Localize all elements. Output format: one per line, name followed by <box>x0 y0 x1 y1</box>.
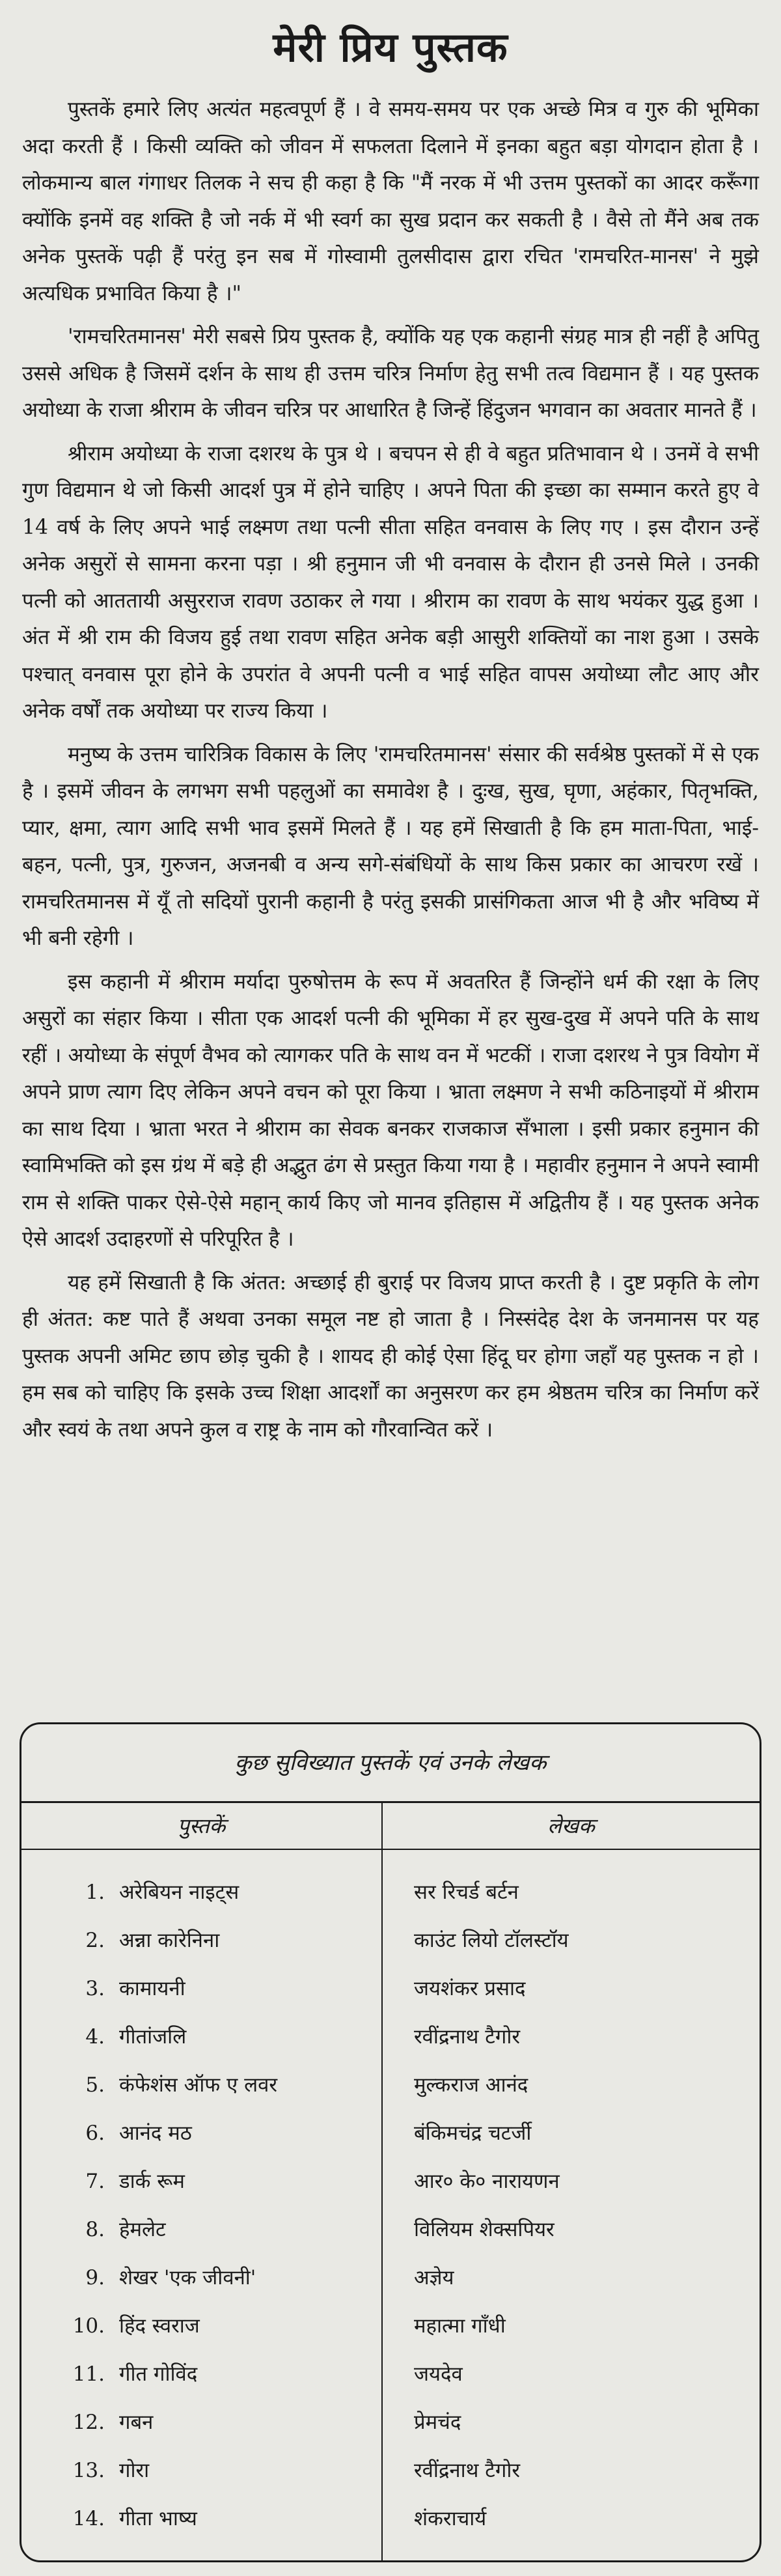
author-name: रवींद्रनाथ टैगोर <box>414 2459 521 2482</box>
paragraph-2: 'रामचरितमानस' मेरी सबसे प्रिय पुस्तक है, क्योंकि यह एक कहानी संग्रह मात्र ही नहीं है अपितु उससे अधिक है जिसमें दर्शन के साथ ही उत्तम चरित्र निर्माण हेतु सभी तत्व विद्यमान हैं । यह पुस्तक अयोध्या के राजा श्रीराम के जीवन चरित्र पर आधारित है जिन्हें हिंदुजन भगवान का अवतार मानते हैं । <box>22 325 759 422</box>
book-title: गीत गोविंद <box>119 2362 198 2386</box>
book-title: गबन <box>119 2411 154 2434</box>
author-name: मुल्कराज आनंद <box>414 2073 528 2097</box>
header-authors: लेखक <box>547 1813 595 1838</box>
author-name: जयशंकर प्रसाद <box>414 1977 526 2000</box>
row-number: 2. <box>85 1929 105 1952</box>
author-name: अज्ञेय <box>414 2266 454 2289</box>
book-row <box>21 2495 381 2543</box>
author-name: जयदेव <box>414 2362 463 2386</box>
paragraph-1: पुस्तकें हमारे लिए अत्यंत महत्वपूर्ण हैं । वे समय-समय पर एक अच्छे मित्र व गुरु की भूमिका अदा करती हैं । किसी व्यक्ति को जीवन में सफलता दिलाने में इनका बहुत बड़ा योगदान होता है । लोकमान्य बाल गंगाधर तिलक ने सच ही कहा है कि "मैं नरक में भी उत्तम पुस्तकों का आदर करूँगा क्योंकि इनमें वह शक्ति है जो नर्क में भी स्वर्ग का सुख प्रदान कर सकती है । वैसे तो मैंने अब तक अनेक पुस्तकें पढ़ी हैं परंतु इन सब में गोस्वामी तुलसीदास द्वारा रचित 'रामचरित-मानस' ने मुझे अत्यधिक प्रभावित किया है ।" <box>22 98 759 305</box>
book-row <box>21 2205 381 2254</box>
book-row <box>21 1965 381 2013</box>
book-row <box>21 2061 381 2109</box>
book-row <box>21 2013 381 2061</box>
book-title: हेमलेट <box>119 2218 166 2241</box>
book-row <box>21 2254 381 2302</box>
paragraph-5: इस कहानी में श्रीराम मर्यादा पुरुषोत्तम के रूप में अवतरित हैं जिन्होंने धर्म की रक्षा के लिए असुरों का संहार किया । सीता एक आदर्श पत्नी की भूमिका में हर सुख-दुख में अपने पति के साथ रहीं । अयोध्या के संपूर्ण वैभव को त्यागकर पति के साथ वन में भटकीं । राजा दशरथ ने पुत्र वियोग में अपने प्राण त्याग दिए लेकिन अपने वचन को पूरा किया । भ्राता लक्ष्मण ने सभी कठिनाइयों में श्रीराम का साथ दिया । भ्राता भरत ने श्रीराम का सेवक बनकर राजकाज सँभाला । इसी प्रकार हनुमान की स्वामिभक्ति को इस ग्रंथ में बड़े ही अद्भुत ढंग से प्रस्तुत किया गया है । महावीर हनुमान ने अपने स्वामी राम से शक्ति पाकर ऐसे-ऐसे महान् कार्य किए जो मानव इतिहास में अद्वितीय हैं । यह पुस्तक अनेक ऐसे आदर्श उदाहरणों से परिपूरित है । <box>22 970 759 1251</box>
book-title: कामायनी <box>119 1977 185 2000</box>
book-title: गीतांजलि <box>119 2025 187 2049</box>
row-number: 3. <box>85 1977 105 2000</box>
author-name: काउंट लियो टॉलस्टॉय <box>414 1929 569 1952</box>
book-title: शेखर 'एक जीवनी' <box>119 2266 256 2289</box>
paragraph-4: मनुष्य के उत्तम चारित्रिक विकास के लिए 'रामचरितमानस' संसार की सर्वश्रेष्ठ पुस्तकों में से एक है । इसमें जीवन के लगभग सभी पहलुओं का समावेश है । दुःख, सुख, घृणा, अहंकार, पितृभक्ति, प्यार, क्षमा, त्याग आदि सभी भाव इसमें मिलते हैं । यह हमें सिखाती है कि हम माता-पिता, भाई-बहन, पत्नी, पुत्र, गुरुजन, अजनबी व अन्य सगे-संबंधियों के साथ किस प्रकार का आचरण रखें । रामचरितमानस में यूँ तो सदियों पुरानी कहानी है परंतु इसकी प्रासंगिकता आज भी है और भविष्य में भी बनी रहेगी । <box>22 742 759 950</box>
book-title: अरेबियन नाइट्स <box>119 1881 240 1904</box>
row-number: 1. <box>85 1881 105 1904</box>
paragraph-6: यह हमें सिखाती है कि अंतत: अच्छाई ही बुराई पर विजय प्राप्त करती है । दुष्ट प्रकृति के लोग ही अंतत: कष्ट पाते हैं अथवा उनका समूल नष्ट हो जाता है । निस्संदेह देश के जनमानस पर यह पुस्तक अपनी अमिट छाप छोड़ चुकी है । शायद ही कोई ऐसा हिंदू घर होगा जहाँ यह पुस्तक न हो । हम सब को चाहिए कि इसके उच्च शिक्षा आदर्शों का अनुसरण कर हम श्रेष्ठतम चरित्र का निर्माण करें और स्वयं के तथा अपने कुल व राष्ट्र के नाम को गौरवान्वित करें । <box>22 1270 759 1442</box>
authors-column <box>383 1850 760 2562</box>
row-number: 7. <box>85 2170 105 2193</box>
page-title: मेरी प्रिय पुस्तक <box>273 23 508 71</box>
header-books: पुस्तकें <box>21 1803 383 1849</box>
author-name: प्रेमचंद <box>414 2411 461 2434</box>
row-number: 11. <box>72 2362 105 2386</box>
row-number: 9. <box>85 2266 105 2289</box>
book-row <box>21 1916 381 1965</box>
book-title: आनंद मठ <box>119 2121 192 2145</box>
book-row <box>21 2446 381 2495</box>
author-name: रवींद्रनाथ टैगोर <box>414 2025 521 2049</box>
author-name: महात्मा गाँधी <box>414 2314 506 2338</box>
book-title: गोरा <box>119 2459 150 2482</box>
row-number: 12. <box>72 2411 105 2434</box>
row-number: 13. <box>72 2459 105 2482</box>
book-row <box>21 1868 381 1916</box>
author-name: शंकराचार्य <box>414 2507 487 2530</box>
book-title: अन्ना कारेनिना <box>119 1929 220 1952</box>
book-row <box>21 2398 381 2446</box>
author-name: आर० के० नारायणन <box>414 2170 560 2193</box>
table-title: कुछ सुविख्यात पुस्तकें एवं उनके लेखक <box>21 1724 760 1803</box>
row-number: 6. <box>85 2121 105 2145</box>
books-column <box>21 1850 383 2562</box>
row-number: 5. <box>85 2073 105 2097</box>
row-number: 14. <box>72 2507 105 2530</box>
author-name: विलियम शेक्सपियर <box>414 2218 555 2241</box>
book-title: गीता भाष्य <box>119 2507 197 2530</box>
book-row <box>21 2109 381 2157</box>
row-number: 10. <box>72 2314 105 2338</box>
author-name: बंकिमचंद्र चटर्जी <box>414 2121 532 2145</box>
books-authors-table <box>20 1722 761 2562</box>
row-number: 4. <box>85 2025 105 2049</box>
row-number: 8. <box>85 2218 105 2241</box>
book-row <box>21 2157 381 2205</box>
book-row <box>21 2350 381 2398</box>
book-title: डार्क रूम <box>119 2170 185 2193</box>
author-name: सर रिचर्ड बर्टन <box>414 1881 519 1904</box>
book-row <box>21 2302 381 2350</box>
book-title: कंफेशंस ऑफ ए लवर <box>119 2073 277 2097</box>
paragraph-3: श्रीराम अयोध्या के राजा दशरथ के पुत्र थे । बचपन से ही वे बहुत प्रतिभावान थे । उनमें वे सभी गुण विद्यमान थे जो किसी आदर्श पुत्र में होने चाहिए । अपने पिता की इच्छा का सम्मान करते हुए वे 14 वर्ष के लिए अपने भाई लक्ष्मण तथा पत्नी सीता सहित वनवास के लिए गए । इस दौरान उन्हें अनेक असुरों से सामना करना पड़ा । श्री हनुमान जी भी वनवास के दौरान ही उनसे मिले । उनकी पत्नी को आततायी असुरराज रावण उठाकर ले गया । श्रीराम का रावण के साथ भयंकर युद्ध हुआ । अंत में श्री राम की विजय हुई तथा रावण सहित अनेक बड़ी आसुरी शक्तियों का नाश हुआ । उसके पश्चात् वनवास पूरा होने के उपरांत वे अपनी पत्नी व भाई सहित वापस अयोध्या लौट आए और अनेक वर्षों तक अयोध्या पर राज्य किया । <box>22 441 759 723</box>
table-body <box>21 1850 760 2562</box>
table-header-row <box>21 1803 760 1850</box>
book-title: हिंद स्वराज <box>119 2314 200 2338</box>
